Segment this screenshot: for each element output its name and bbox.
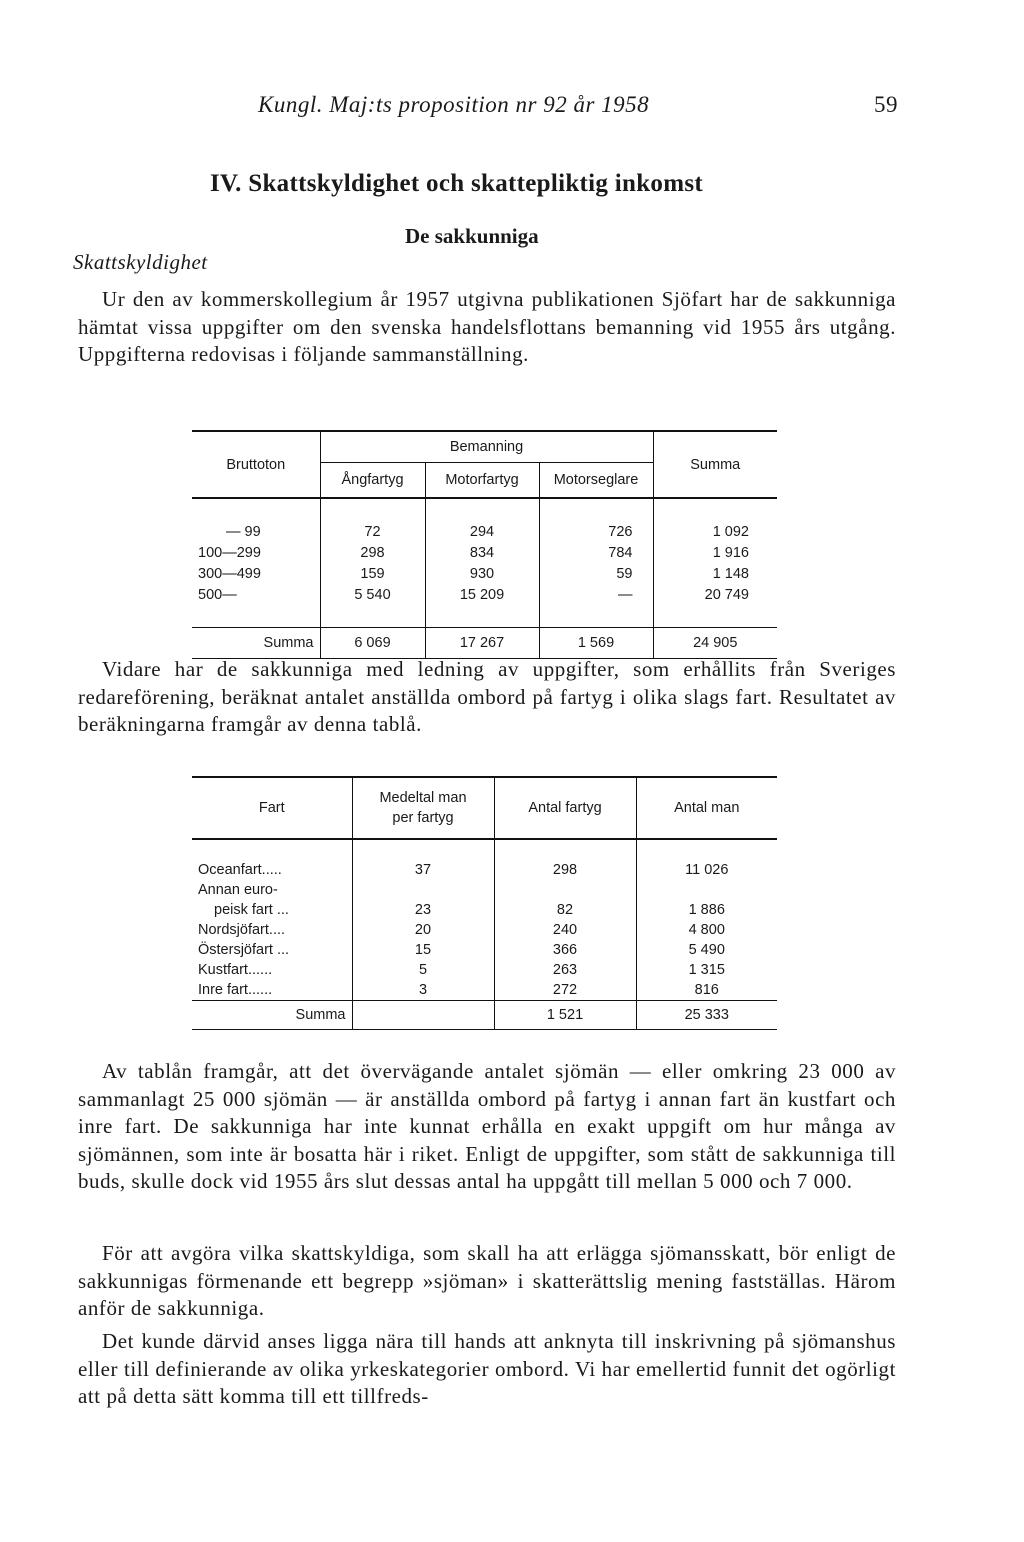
table-total-row: Summa 6 069 17 267 1 569 24 905 — [192, 628, 777, 659]
header-antal-fartyg: Antal fartyg — [494, 777, 636, 839]
paragraph-5-text: Det kunde därvid anses ligga nära till hands att anknyta till inskrivning på sjömanshus eller till definierande av olika yrkeskategorier ombord. Vi har emellertid funnit det ogörligt att på detta sätt komma till ett tillfreds- — [78, 1329, 896, 1409]
table-row: Nordsjöfart.... 20 240 4 800 — [192, 920, 777, 940]
table-row: 500— 5 540 15 209 — 20 749 — [192, 584, 777, 605]
table-total-row: Summa 1 521 25 333 — [192, 1001, 777, 1030]
chapter-title: IV. Skattskyldighet och skattepliktig inkomst — [210, 170, 704, 197]
table-row: Oceanfart..... 37 298 11 026 — [192, 860, 777, 880]
crew-by-trade-table — [192, 776, 777, 1030]
paragraph-3 — [78, 1058, 896, 1196]
section-title: De sakkunniga — [405, 224, 539, 248]
table-row: peisk fart ... 23 82 1 886 — [192, 900, 777, 920]
table-row: — 99 72 294 726 1 092 — [192, 521, 777, 542]
page-number: 59 — [874, 92, 898, 117]
table-row: Annan euro- — [192, 880, 777, 900]
table-row: 100—299 298 834 784 1 916 — [192, 542, 777, 563]
header-bemanning: Bemanning — [320, 431, 653, 463]
table-row: 300—499 159 930 59 1 148 — [192, 563, 777, 584]
paragraph-4-text: För att avgöra vilka skattskyldiga, som skall ha att erlägga sjömansskatt, bör enligt de sakkunnigas förmenande ett begrepp »sjöman» i skatterättslig mening fastställas. Härom anför de sakkunniga. — [78, 1241, 896, 1321]
paragraph-2 — [78, 656, 896, 739]
header-bruttoton: Bruttoton — [192, 431, 320, 498]
paragraph-4 — [78, 1240, 896, 1323]
header-fart: Fart — [192, 777, 352, 839]
running-title: Kungl. Maj:ts proposition nr 92 år 1958 — [258, 92, 650, 117]
paragraph-1-text: Ur den av kommerskollegium år 1957 utgivna publikationen Sjöfart har de sakkunniga hämtat vissa uppgifter om den svenska handelsflottans bemanning vid 1955 års utgång. Uppgifterna redovisas i följande sammanställning. — [78, 287, 896, 367]
header-summa: Summa — [653, 431, 777, 498]
header-angfartyg: Ångfartyg — [320, 463, 425, 499]
table-row: Inre fart...... 3 272 816 — [192, 980, 777, 1001]
header-motorseglare: Motorseglare — [539, 463, 653, 499]
side-heading: Skattskyldighet — [73, 250, 208, 274]
table-row: Östersjöfart ... 15 366 5 490 — [192, 940, 777, 960]
running-header — [258, 92, 898, 118]
paragraph-2-text: Vidare har de sakkunniga med ledning av uppgifter, som erhållits från Sveriges redareförening, beräknat antalet anställda ombord på fartyg i olika slags fart. Resultatet av beräkningarna framgår av denna tablå. — [78, 657, 896, 737]
paragraph-3-text: Av tablån framgår, att det övervägande antalet sjömän — eller omkring 23 000 av sammanlagt 25 000 sjömän — är anställda ombord på fartyg i annan fart än kustfart och inre fart. De sakkunniga har inte kunnat erhålla en exakt uppgift om hur många av sjömännen, som inte är bosatta här i riket. Enligt de uppgifter, som stått de sakkunniga till buds, skulle dock vid 1955 års slut dessas antal ha uppgått till mellan 5 000 och 7 000. — [78, 1059, 896, 1194]
paragraph-1 — [78, 286, 896, 369]
header-motorfartyg: Motorfartyg — [425, 463, 539, 499]
paragraph-5 — [78, 1328, 896, 1411]
header-medeltal: Medeltal man per fartyg — [352, 777, 494, 839]
table-row: Kustfart...... 5 263 1 315 — [192, 960, 777, 980]
header-antal-man: Antal man — [636, 777, 777, 839]
crew-by-tonnage-table — [192, 430, 777, 659]
